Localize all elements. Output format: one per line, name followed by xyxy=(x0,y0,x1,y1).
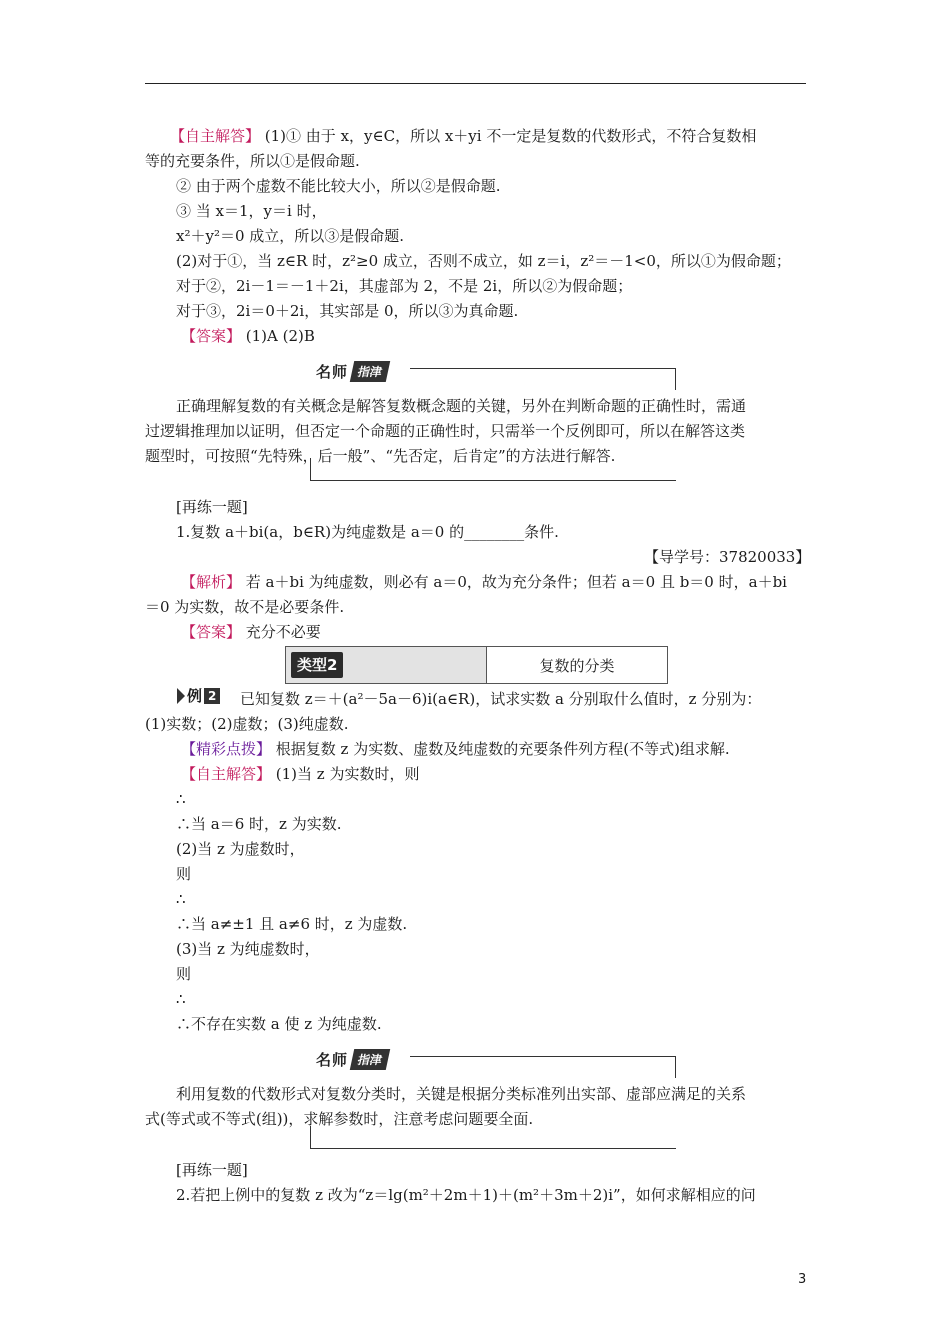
line-text: 则 xyxy=(176,865,192,883)
line-text: ∴ xyxy=(176,890,186,908)
section-tag: 【解析】 xyxy=(181,573,242,591)
line-text: ∴不存在实数 a 使 z 为纯虚数. xyxy=(176,1015,382,1033)
guide-title-text: 名师 xyxy=(316,362,349,381)
line-text: (1)实数；(2)虚数；(3)纯虚数. xyxy=(145,715,349,733)
text-line xyxy=(176,201,327,221)
line-text: ＝0 为实数，故不是必要条件. xyxy=(145,598,345,616)
text-line xyxy=(176,989,186,1009)
line-text: (1)当 z 为实数时，则 xyxy=(271,765,420,783)
text-line xyxy=(176,1185,756,1205)
type-badge: 类型2 xyxy=(291,652,343,678)
text-line xyxy=(240,689,761,709)
teacher-guide-box xyxy=(310,360,676,480)
text-line xyxy=(176,964,191,984)
line-text: (3)当 z 为纯虚数时， xyxy=(176,940,320,958)
line-text: (1)① 由于 x，y∈C，所以 x＋yi 不一定是复数的代数形式，不符合复数相 xyxy=(260,127,757,145)
line-text: 根据复数 z 为实数、虚数及纯虚数的充要条件列方程(不等式)组求解. xyxy=(271,740,730,758)
line-text: 【导学号：37820033】 xyxy=(644,548,811,566)
text-line xyxy=(644,547,810,567)
text-line xyxy=(145,714,349,734)
line-text: [再练一题] xyxy=(176,498,248,516)
type-banner xyxy=(285,646,668,684)
text-line xyxy=(176,522,559,542)
text-line xyxy=(176,226,404,246)
page-number: 3 xyxy=(798,1272,807,1287)
line-text: (2)对于①，当 z∈R 时，z²≥0 成立，否则不成立，如 z＝i，z²＝－1<0，所以①为假命题； xyxy=(176,252,791,270)
line-text: (1)A (2)B xyxy=(241,327,315,345)
line-text: ∴当 a≠±1 且 a≠6 时，z 为虚数. xyxy=(176,915,408,933)
line-text: 对于②，2i－1＝－1＋2i，其虚部为 2，不是 2i，所以②为假命题； xyxy=(176,277,633,295)
section-tag: 【自主解答】 xyxy=(170,127,261,145)
text-line xyxy=(181,622,321,642)
text-line xyxy=(176,251,791,271)
line-text: x²＋y²＝0 成立，所以③是假命题. xyxy=(176,227,405,245)
text-line xyxy=(181,739,730,759)
header-rule xyxy=(145,83,806,84)
guide-badge: 指津 xyxy=(350,361,390,382)
line-text: ② 由于两个虚数不能比较大小，所以②是假命题. xyxy=(176,177,501,195)
line-text: ③ 当 x＝1，y＝i 时， xyxy=(176,202,327,220)
text-line xyxy=(181,326,315,346)
line-text: ∴ xyxy=(176,990,186,1008)
text-line xyxy=(176,176,501,196)
arrow-icon xyxy=(177,688,185,704)
line-text: 过逻辑推理加以证明，但否定一个命题的正确性时，只需举一个反例即可，所以在解答这类 xyxy=(145,422,746,440)
section-tag: 【自主解答】 xyxy=(181,765,272,783)
text-line xyxy=(170,126,756,146)
line-text: ∴当 a＝6 时，z 为实数. xyxy=(176,815,342,833)
text-line xyxy=(176,889,186,909)
example-label: 例 xyxy=(187,687,203,705)
line-text: [再练一题] xyxy=(176,1161,248,1179)
type-banner-left xyxy=(286,647,486,683)
line-text: 2.若把上例中的复数 z 改为“z＝lg(m²＋2m＋1)＋(m²＋3m＋2)i”，如何求解相应的问 xyxy=(176,1186,756,1204)
section-tag: 【精彩点拨】 xyxy=(181,740,272,758)
text-line xyxy=(176,276,632,296)
text-line xyxy=(181,572,787,592)
line-text: 正确理解复数的有关概念是解答复数概念题的关键，另外在判断命题的正确性时，需通 xyxy=(176,397,747,415)
line-text: 若 a＋bi 为纯虚数，则必有 a＝0，故为充分条件；但若 a＝0 且 b＝0 时，a＋bi xyxy=(241,573,787,591)
text-line xyxy=(176,789,186,809)
text-line xyxy=(176,301,518,321)
line-text: 1.复数 a＋bi(a，b∈R)为纯虚数是 a＝0 的________条件. xyxy=(176,523,559,541)
line-text: 充分不必要 xyxy=(241,623,321,641)
text-line xyxy=(176,839,305,859)
line-text: 式(等式或不等式(组))，求解参数时，注意考虑问题要全面. xyxy=(145,1110,534,1128)
text-line xyxy=(176,1014,382,1034)
text-line xyxy=(145,597,344,617)
line-text: ∴ xyxy=(176,790,186,808)
text-line xyxy=(176,1160,248,1180)
guide-title-text: 名师 xyxy=(316,1050,349,1069)
line-text: 题型时，可按照“先特殊，后一般”、“先否定，后肯定”的方法进行解答. xyxy=(145,447,616,465)
line-text: 已知复数 z＝＋(a²－5a－6)i(a∈R)，试求实数 a 分别取什么值时，z 分别为： xyxy=(240,690,762,708)
text-line xyxy=(176,814,341,834)
text-line xyxy=(176,914,407,934)
text-line xyxy=(176,497,248,517)
teacher-guide-box xyxy=(310,1048,676,1148)
guide-title xyxy=(316,1048,392,1070)
text-line xyxy=(145,151,360,171)
section-tag: 【答案】 xyxy=(181,327,242,345)
line-text: 对于③，2i＝0＋2i，其实部是 0，所以③为真命题. xyxy=(176,302,519,320)
example-badge xyxy=(177,686,228,709)
line-text: (2)当 z 为虚数时， xyxy=(176,840,305,858)
section-tag: 【答案】 xyxy=(181,623,242,641)
guide-badge: 指津 xyxy=(350,1049,390,1070)
text-line xyxy=(181,764,419,784)
line-text: 等的充要条件，所以①是假命题. xyxy=(145,152,360,170)
line-text: 则 xyxy=(176,965,192,983)
type-title: 复数的分类 xyxy=(486,647,667,683)
guide-title xyxy=(316,360,392,382)
text-line xyxy=(176,939,320,959)
example-number: 2 xyxy=(204,688,220,704)
text-line xyxy=(176,864,191,884)
line-text: 利用复数的代数形式对复数分类时，关键是根据分类标准列出实部、虚部应满足的关系 xyxy=(176,1085,747,1103)
